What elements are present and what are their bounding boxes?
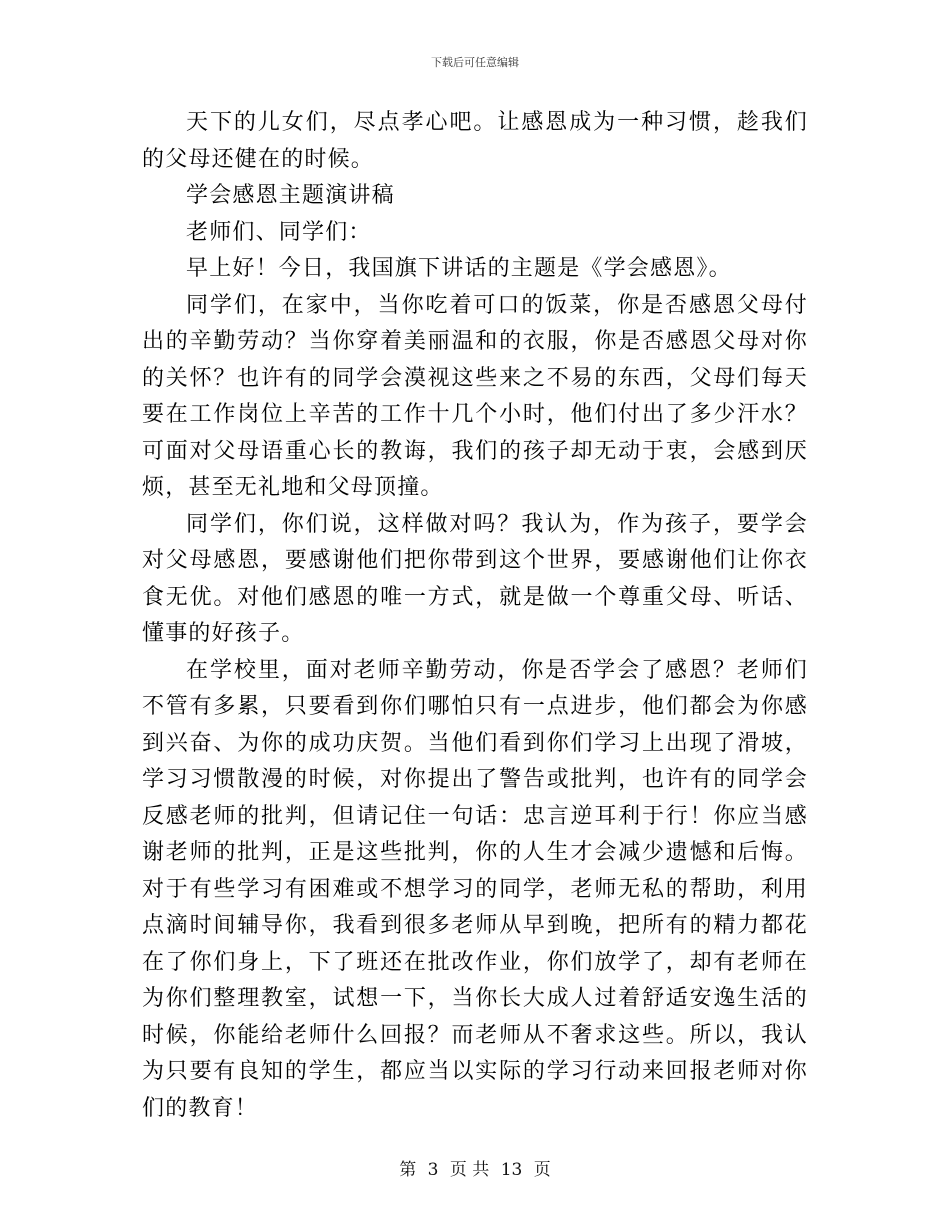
paragraph-school: 在学校里，面对老师辛勤劳动，你是否学会了感恩？老师们不管有多累，只要看到你们哪怕只有一点进步，他们都会为你感到兴奋、为你的成功庆贺。当他们看到你们学习上出现了滑坡，学习习惯散漫的时候，对你提出了警告或批判，也许有的同学会反感老师的批判，但请记住一句话：忠言逆耳利于行！你应当感谢老师的批判，正是这些批判，你的人生才会减少遗憾和后悔。对于有些学习有困难或不想学习的同学，老师无私的帮助，利用点滴时间辅导你，我看到很多老师从早到晚，把所有的精力都花在了你们身上，下了班还在批改作业，你们放学了，却有老师在为你们整理教室，试想一下，当你长大成人过着舒适安逸生活的时候，你能给老师什么回报？而老师从不奢求这些。所以，我认为只要有良知的学生，都应当以实际的学习行动来回报老师对你们的教育！ [142,657,808,1121]
greeting: 早上好！今日，我国旗下讲话的主题是《学会感恩》。 [186,256,732,281]
paragraph-closing: 天下的儿女们，尽点孝心吧。让感恩成为一种习惯，趁我们的父母还健在的时候。 [142,110,808,172]
salutation: 老师们、同学们： [186,219,372,245]
page-label-post: 页 [533,1160,551,1180]
header-note: 下载后可任意编辑 [431,56,519,69]
page-label-pre: 第 [399,1160,417,1180]
document-body [142,105,808,1127]
page-footer [0,1155,950,1180]
paragraph-home: 同学们，在家中，当你吃着可口的饭菜，你是否感恩父母付出的辛勤劳动？当你穿着美丽温和的衣服，你是否感恩父母对你的关怀？也许有的同学会漠视这些来之不易的东西，父母们每天要在工作岗位上辛苦的工作十几个小时，他们付出了多少汗水？可面对父母语重心长的教诲，我们的孩子却无动于衷，会感到厌烦，甚至无礼地和父母顶撞。 [142,292,808,500]
paragraph-parents: 同学们，你们说，这样做对吗？我认为，作为孩子，要学会对父母感恩，要感谢他们把你带到这个世界，要感谢他们让你衣食无优。对他们感恩的唯一方式，就是做一个尊重父母、听话、懂事的好孩子。 [142,511,808,646]
page-current: 3 [427,1160,439,1180]
speech-title: 学会感恩主题演讲稿 [186,183,395,208]
page-total: 13 [500,1160,523,1180]
page-label-mid: 页 共 [449,1160,490,1180]
